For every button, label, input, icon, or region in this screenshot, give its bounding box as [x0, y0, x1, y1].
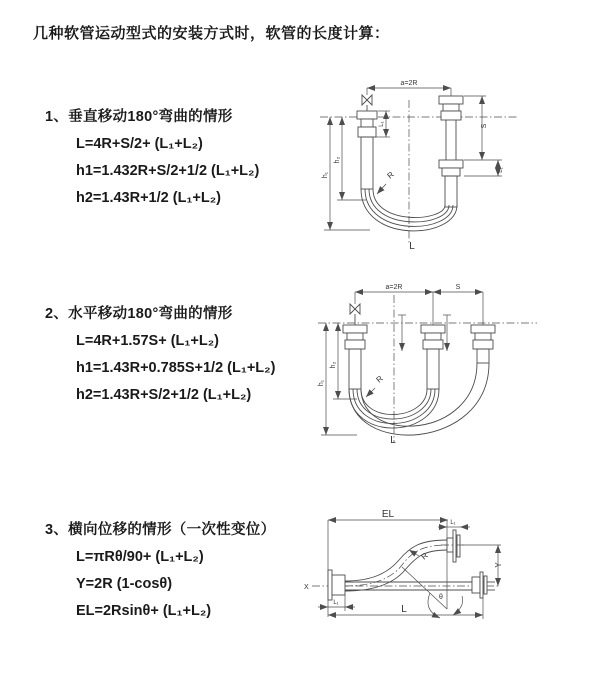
dim-label-el: EL	[381, 509, 395, 520]
valve-icon	[362, 95, 372, 105]
axis-mark-label: X	[304, 584, 309, 591]
formula-el: EL=2Rsinθ+ (L₁+L₂)	[76, 603, 212, 619]
diagram-lateral-displacement	[296, 503, 596, 653]
left-fitting	[357, 111, 377, 137]
tangent-line	[402, 567, 447, 609]
section-heading: 1、垂直移动180°弯曲的情形	[45, 109, 233, 125]
hose-u-bend	[361, 189, 457, 231]
braided-hose-section	[445, 176, 457, 207]
left-flange	[328, 570, 345, 600]
dim-label-l1-right: L₁	[498, 167, 504, 173]
dim-label-span: a=2R	[400, 80, 418, 87]
dim-label-h2: h₂	[330, 361, 337, 369]
section-vertical-bend	[45, 108, 325, 207]
dim-label-h2: h₂	[334, 156, 341, 164]
angle-arc	[453, 596, 463, 615]
displaced-fitting	[471, 325, 495, 349]
page-title: 几种软管运动型式的安装方式时，软管的长度计算：	[33, 25, 390, 42]
formula-h1: h1=1.43R+0.785S+1/2 (L₁+L₂)	[76, 360, 276, 376]
left-fitting	[343, 325, 367, 349]
section-heading: 3、横向位移的情形（一次性变位）	[45, 522, 276, 538]
radius-label: R	[385, 169, 396, 181]
hose-s-curve	[345, 540, 447, 591]
dim-label-h1: h₁	[322, 171, 329, 179]
formula-h2: h2=1.43R+1/2 (L₁+L₂)	[76, 190, 222, 206]
formula-y: Y=2R (1-cosθ)	[76, 576, 173, 592]
dim-label-y: Y	[494, 562, 503, 568]
dim-label-l1-left: L₁	[333, 600, 339, 606]
section-horizontal-bend	[45, 305, 325, 404]
right-fitting	[439, 96, 463, 176]
length-label: L	[390, 435, 396, 446]
middle-fitting	[421, 325, 445, 349]
formula-length: L=4R+1.57S+ (L₁+L₂)	[76, 333, 219, 349]
angle-label: θ	[439, 594, 443, 601]
dim-label-h1: h₁	[318, 379, 325, 387]
valve-icon	[350, 304, 360, 314]
lower-flange	[472, 572, 495, 598]
radius-label: R	[374, 373, 385, 385]
length-label: L	[401, 604, 407, 615]
radius-label: R	[419, 550, 430, 562]
length-label: L	[409, 241, 415, 252]
braided-hose-section	[477, 349, 489, 363]
braided-hose-section	[361, 137, 373, 189]
formula-h1: h1=1.432R+S/2+1/2 (L₁+L₂)	[76, 163, 260, 179]
dim-label-s: S	[481, 123, 488, 129]
formula-length: L=πRθ/90+ (L₁+L₂)	[76, 549, 204, 565]
dim-label-l1-left: L₁	[379, 121, 385, 127]
dim-label-l1-top: L₁	[450, 520, 456, 526]
formula-h2: h2=1.43R+S/2+1/2 (L₁+L₂)	[76, 387, 252, 403]
dim-label-s: S	[455, 284, 461, 291]
dim-label-span: a=2R	[385, 284, 403, 291]
braided-hose-section	[427, 349, 439, 389]
formula-length: L=4R+S/2+ (L₁+L₂)	[76, 136, 203, 152]
hose-u-bend-position2	[349, 363, 489, 435]
section-lateral-displacement	[45, 521, 325, 620]
diagram-vertical-bend	[312, 74, 562, 259]
section-heading: 2、水平移动180°弯曲的情形	[45, 306, 233, 322]
braided-hose-section	[349, 349, 361, 389]
diagram-horizontal-bend	[312, 283, 572, 458]
upper-flange	[447, 530, 460, 562]
